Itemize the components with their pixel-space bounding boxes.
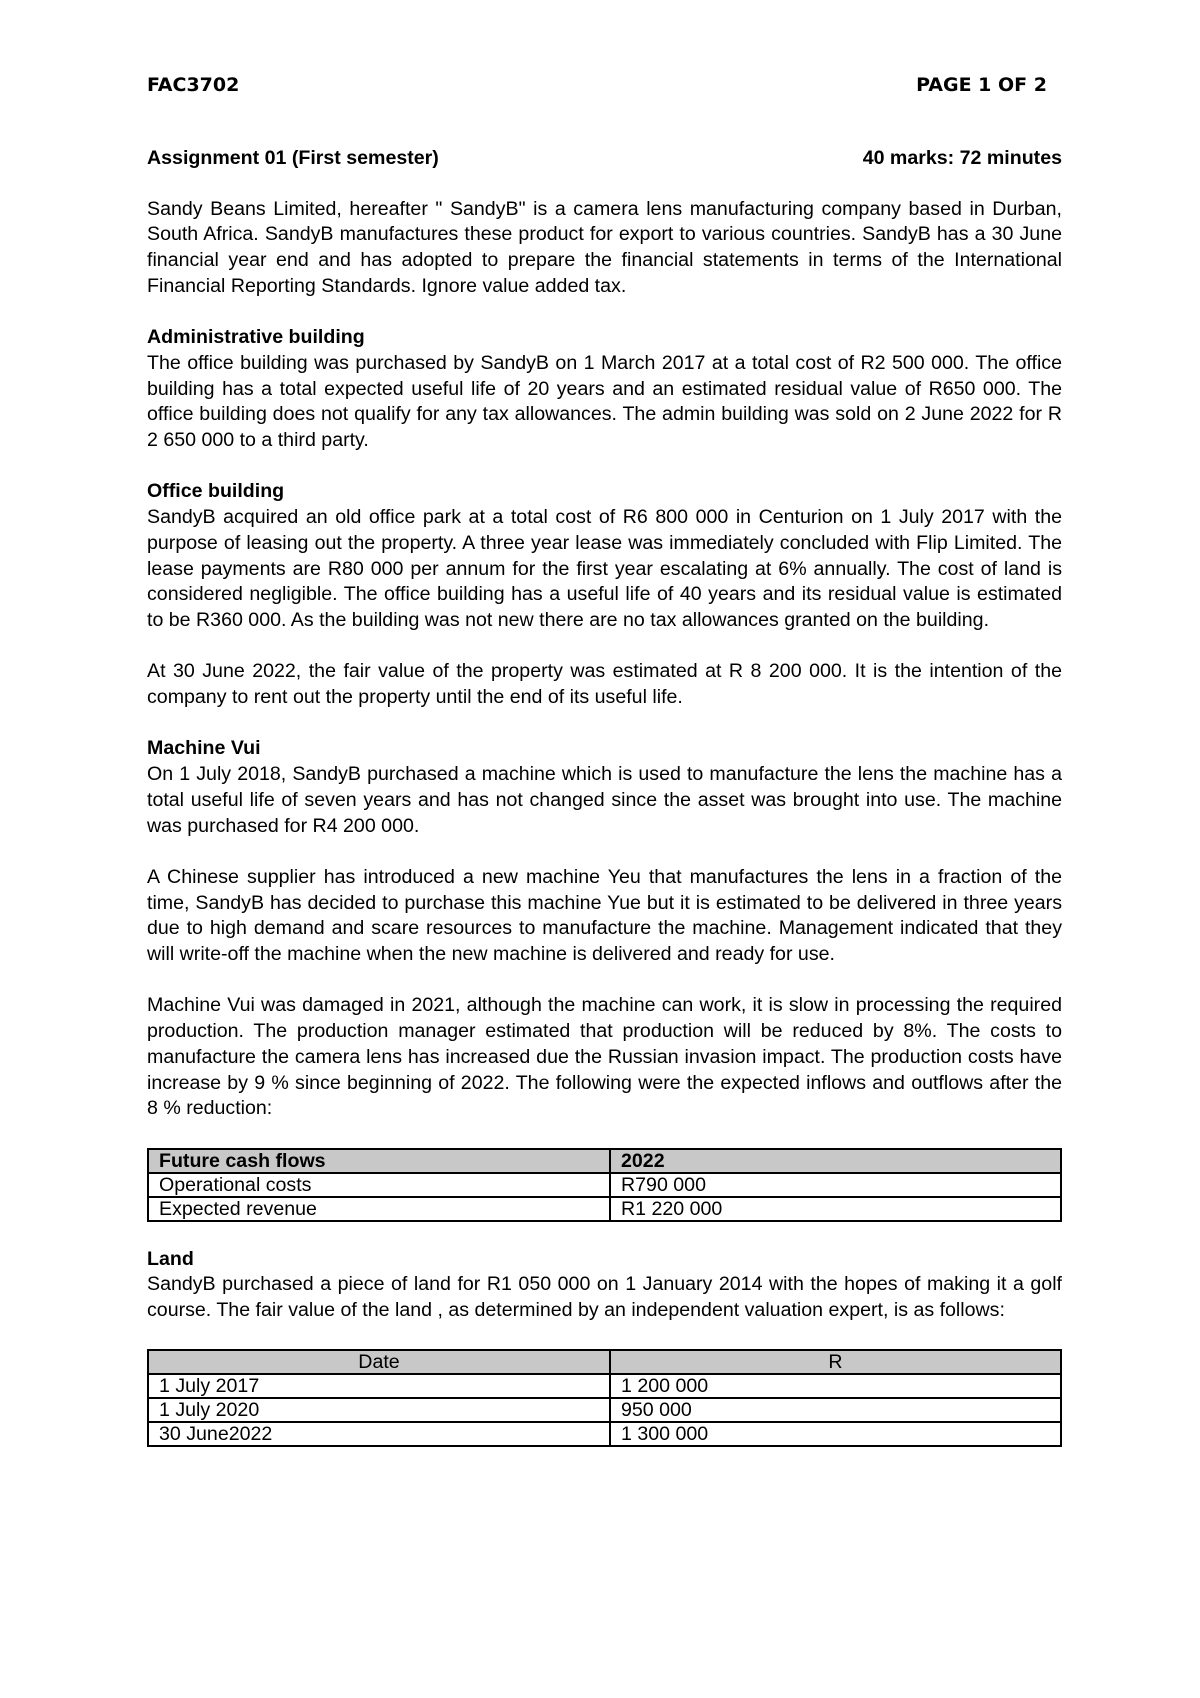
- table-row: [148, 1398, 1061, 1422]
- paragraph: The office building was purchased by SandyB on 1 March 2017 at a total cost of R2 500 000. The office building has a total expected useful life of 20 years and an estimated residual value of R650 000. The office building does not qualify for any tax allowances. The admin building was sold on 2 June 2022 for R 2 650 000 to a third party.: [147, 351, 1062, 452]
- table-cell: 30 June2022: [148, 1422, 610, 1446]
- table-header-row: [148, 1350, 1061, 1374]
- document-body: [147, 146, 1062, 1472]
- paragraph: At 30 June 2022, the fair value of the property was estimated at R 8 200 000. It is the intention of the company to rent out the property until the end of its useful life.: [147, 660, 1062, 709]
- table-cell: R790 000: [610, 1173, 1061, 1197]
- machine-vui-section: [147, 736, 1062, 1122]
- table-row: [148, 1374, 1061, 1398]
- section-heading: Land: [147, 1247, 194, 1270]
- table-header-cell: R: [610, 1350, 1061, 1374]
- section-heading: Administrative building: [147, 326, 365, 349]
- paragraph: SandyB acquired an old office park at a total cost of R6 800 000 in Centurion on 1 July 2017 with the purpose of leasing out the property. A three year lease was immediately concluded with Flip Limited. The lease payments are R80 000 per annum for the first year escalating at 6% annually. The cost of land is considered negligible. The office building has a useful life of 40 years and its residual value is estimated to be R360 000. As the building was not new there are no tax allowances granted on the building.: [147, 506, 1062, 631]
- table-cell: 1 300 000: [610, 1422, 1061, 1446]
- paragraph: A Chinese supplier has introduced a new machine Yeu that manufactures the lens in a fraction of the time, SandyB has decided to purchase this machine Yue but it is estimated to be delivered in three years due to high demand and scare resources to manufacture the machine. Management indicated that they will write-off the machine when the new machine is delivered and ready for use.: [147, 865, 1062, 966]
- assignment-marks: 40 marks: 72 minutes: [862, 147, 1062, 169]
- table-row: [148, 1197, 1061, 1221]
- cash-flow-table: [147, 1148, 1062, 1222]
- table-cell: R1 220 000: [610, 1197, 1061, 1221]
- table-header-cell: Date: [148, 1350, 610, 1374]
- section-heading: Machine Vui: [147, 737, 261, 760]
- paragraph: Machine Vui was damaged in 2021, although the machine can work, it is slow in processing the required production. The production manager estimated that production will be reduced by 8%. The costs to manufacture the camera lens has increased due the Russian invasion impact. The production costs have increase by 9 % since beginning of 2022. The following were the expected inflows and outflows after the 8 % reduction:: [147, 994, 1062, 1120]
- land-fair-value-table: [147, 1349, 1062, 1447]
- table-row: [148, 1173, 1061, 1197]
- page-number: PAGE 1 OF 2: [916, 74, 1047, 96]
- table-cell: Expected revenue: [148, 1197, 610, 1221]
- admin-building-section: [147, 325, 1062, 454]
- assignment-title-row: [147, 146, 1062, 172]
- table-header-cell: Future cash flows: [148, 1149, 610, 1173]
- table-header-cell: 2022: [610, 1149, 1061, 1173]
- table-cell: 1 200 000: [610, 1374, 1061, 1398]
- table-cell: 950 000: [610, 1398, 1061, 1422]
- paragraph: On 1 July 2018, SandyB purchased a machine which is used to manufacture the lens the machine has a total useful life of seven years and has not changed since the asset was brought into use. The machine was purchased for R4 200 000.: [147, 763, 1062, 837]
- table-header-row: [148, 1149, 1061, 1173]
- course-code: FAC3702: [147, 74, 240, 96]
- assignment-title: Assignment 01 (First semester): [147, 147, 439, 169]
- table-cell: 1 July 2017: [148, 1374, 610, 1398]
- section-heading: Office building: [147, 480, 285, 503]
- paragraph: SandyB purchased a piece of land for R1 050 000 on 1 January 2014 with the hopes of making it a golf course. The fair value of the land , as determined by an independent valuation expert, is as follows:: [147, 1273, 1062, 1322]
- table-cell: Operational costs: [148, 1173, 610, 1197]
- intro-paragraph: Sandy Beans Limited, hereafter " SandyB" is a camera lens manufacturing company based in Durban, South Africa. SandyB manufactures these product for export to various countries. SandyB has a 30 June financial year end and has adopted to prepare the financial statements in terms of the International Financial Reporting Standards. Ignore value added tax.: [147, 197, 1062, 297]
- table-row: [148, 1422, 1061, 1446]
- land-section: [147, 1247, 1062, 1324]
- page-header: [147, 74, 1047, 96]
- office-building-section: [147, 479, 1062, 710]
- table-cell: 1 July 2020: [148, 1398, 610, 1422]
